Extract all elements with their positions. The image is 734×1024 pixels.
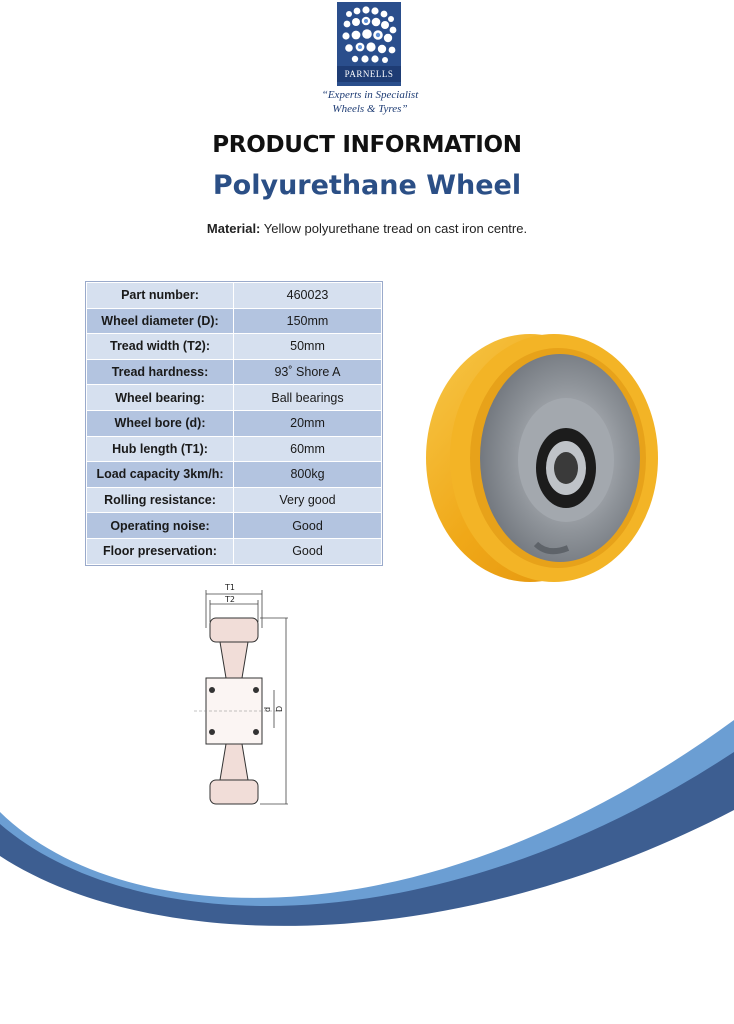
spec-label: Load capacity 3km/h: — [87, 462, 234, 488]
spec-value: 150mm — [234, 308, 382, 334]
spec-label: Hub length (T1): — [87, 436, 234, 462]
spec-row — [87, 359, 382, 385]
product-title: Polyurethane Wheel — [212, 170, 522, 201]
spec-row — [87, 462, 382, 488]
spec-row — [87, 334, 382, 360]
label-large-d: D — [275, 705, 284, 712]
spec-label: Part number: — [87, 283, 234, 309]
spec-label: Tread hardness: — [87, 359, 234, 385]
spec-value: 60mm — [234, 436, 382, 462]
spec-label: Wheel diameter (D): — [87, 308, 234, 334]
spec-row — [87, 538, 382, 564]
spec-table — [86, 282, 382, 565]
spec-row — [87, 308, 382, 334]
label-t2: T2 — [225, 595, 235, 604]
spec-label: Rolling resistance: — [87, 487, 234, 513]
material-label: Material: — [206, 221, 261, 236]
bearing-bore — [554, 452, 578, 484]
spec-row — [87, 436, 382, 462]
spec-value: 93˚ Shore A — [234, 359, 382, 385]
material-description — [0, 221, 734, 236]
spec-value: Good — [234, 538, 382, 564]
tagline-line-1: “Experts in Specialist — [321, 89, 419, 101]
label-small-d: d — [263, 706, 272, 712]
tagline-line-2: Wheels & Tyres” — [332, 103, 408, 115]
spec-value: 50mm — [234, 334, 382, 360]
wheel-photo — [418, 330, 662, 586]
spec-label: Operating noise: — [87, 513, 234, 539]
spec-row — [87, 385, 382, 411]
decorative-swoosh — [0, 700, 734, 1024]
spec-value: 800kg — [234, 462, 382, 488]
spec-row — [87, 487, 382, 513]
spec-value: 20mm — [234, 410, 382, 436]
spec-label: Wheel bore (d): — [87, 410, 234, 436]
material-value: Yellow polyurethane tread on cast iron centre. — [263, 221, 528, 236]
spec-value: Ball bearings — [234, 385, 382, 411]
logo-tagline — [300, 88, 440, 116]
spec-label: Tread width (T2): — [87, 334, 234, 360]
spec-value: 460023 — [234, 283, 382, 309]
spec-row — [87, 513, 382, 539]
logo-dots-graphic — [337, 2, 401, 68]
label-t1: T1 — [225, 583, 235, 592]
spec-value: Very good — [234, 487, 382, 513]
spec-value: Good — [234, 513, 382, 539]
logo-brand-name: PARNELLS — [337, 66, 401, 82]
page-heading: PRODUCT INFORMATION — [212, 132, 522, 158]
spec-label: Floor preservation: — [87, 538, 234, 564]
spec-row — [87, 410, 382, 436]
spec-row — [87, 283, 382, 309]
spec-label: Wheel bearing: — [87, 385, 234, 411]
